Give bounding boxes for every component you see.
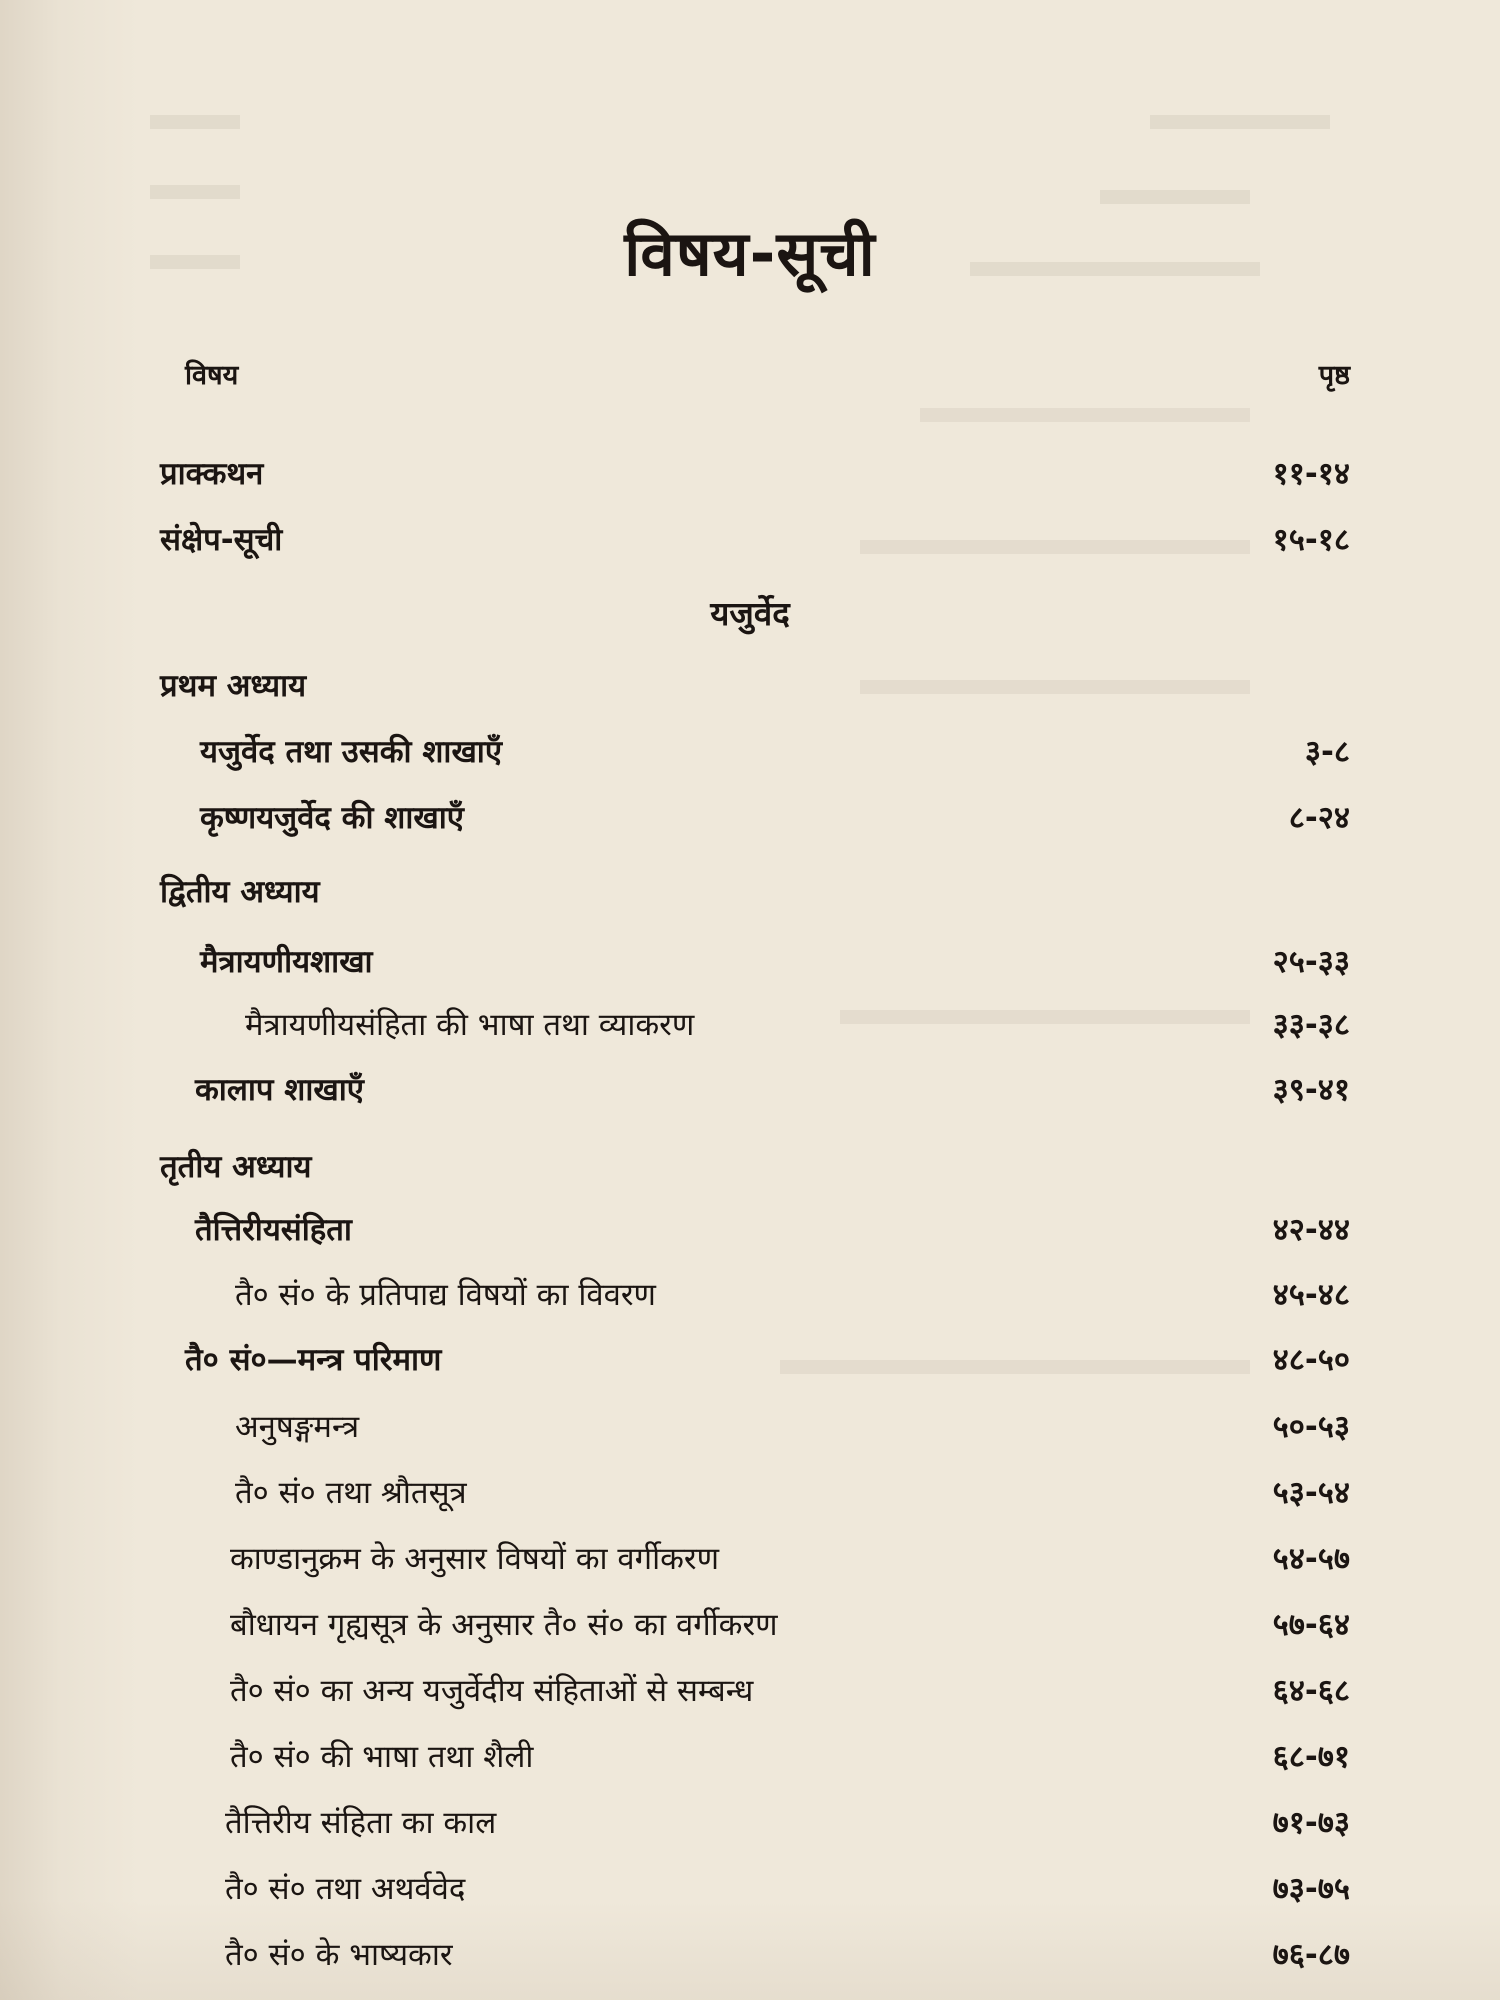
toc-entry bbox=[0, 1003, 1500, 1053]
entry-pages: ३९-४१ bbox=[1272, 1072, 1350, 1108]
chapter-title: द्वितीय अध्याय bbox=[160, 874, 320, 910]
column-header-subject: विषय bbox=[185, 360, 239, 391]
toc-entry bbox=[0, 1537, 1500, 1587]
toc-entry bbox=[0, 1405, 1500, 1455]
entry-pages: ७३-७५ bbox=[1272, 1871, 1350, 1907]
entry-label: यजुर्वेद तथा उसकी शाखाएँ bbox=[200, 734, 502, 770]
entry-pages: ५३-५४ bbox=[1272, 1475, 1350, 1511]
entry-label: तै० सं० तथा अथर्ववेद bbox=[225, 1871, 466, 1907]
entry-label: कृष्णयजुर्वेद की शाखाएँ bbox=[200, 800, 464, 836]
column-header-page: पृष्ठ bbox=[1318, 360, 1350, 391]
entry-label: मैत्रायणीयशाखा bbox=[200, 944, 373, 980]
entry-label: बौधायन गृह्यसूत्र के अनुसार तै० सं० का वर्गीकरण bbox=[230, 1607, 778, 1643]
entry-label: प्राक्कथन bbox=[160, 456, 264, 492]
toc-entry bbox=[0, 518, 1500, 568]
entry-label: कालाप शाखाएँ bbox=[195, 1072, 364, 1108]
chapter-heading bbox=[0, 1145, 1500, 1195]
entry-pages: ४५-४८ bbox=[1272, 1277, 1350, 1313]
chapter-heading bbox=[0, 664, 1500, 714]
entry-pages: ११-१४ bbox=[1272, 456, 1350, 492]
entry-label: अनुषङ्गमन्त्र bbox=[235, 1409, 360, 1445]
entry-pages: ५७-६४ bbox=[1272, 1607, 1350, 1643]
section-heading: यजुर्वेद bbox=[710, 594, 790, 633]
toc-entry bbox=[0, 940, 1500, 990]
entry-pages: ६४-६८ bbox=[1272, 1673, 1350, 1709]
toc-entry bbox=[0, 1068, 1500, 1118]
toc-entry bbox=[0, 796, 1500, 846]
entry-pages: ५४-५७ bbox=[1272, 1541, 1350, 1577]
entry-pages: ४२-४४ bbox=[1272, 1212, 1350, 1248]
entry-pages: ७६-८७ bbox=[1272, 1937, 1350, 1973]
toc-entry bbox=[0, 1669, 1500, 1719]
chapter-title: प्रथम अध्याय bbox=[160, 668, 307, 704]
toc-entry bbox=[0, 1208, 1500, 1258]
entry-pages: ८-२४ bbox=[1288, 800, 1350, 836]
entry-pages: ४८-५० bbox=[1272, 1342, 1350, 1378]
page-title: विषय-सूची bbox=[624, 217, 876, 290]
toc-entry bbox=[0, 452, 1500, 502]
entry-label: तैत्तिरीयसंहिता bbox=[195, 1212, 352, 1248]
entry-label: तै० सं० का अन्य यजुर्वेदीय संहिताओं से सम्बन्ध bbox=[230, 1673, 754, 1709]
toc-entry bbox=[0, 1603, 1500, 1653]
entry-label: तै० सं०—मन्त्र परिमाण bbox=[185, 1342, 442, 1378]
entry-pages: ६८-७१ bbox=[1272, 1739, 1350, 1775]
entry-label: तै० सं० के प्रतिपाद्य विषयों का विवरण bbox=[235, 1277, 656, 1313]
entry-pages: ३३-३८ bbox=[1272, 1007, 1350, 1043]
entry-pages: ५०-५३ bbox=[1272, 1409, 1350, 1445]
entry-label: तै० सं० के भाष्यकार bbox=[225, 1937, 453, 1973]
toc-entry bbox=[0, 1338, 1500, 1388]
entry-label: संक्षेप-सूची bbox=[160, 522, 283, 558]
entry-pages: १५-१८ bbox=[1272, 522, 1350, 558]
entry-label: मैत्रायणीयसंहिता की भाषा तथा व्याकरण bbox=[245, 1007, 695, 1043]
toc-entry bbox=[0, 1867, 1500, 1917]
toc-entry bbox=[0, 1471, 1500, 1521]
toc-entry bbox=[0, 1933, 1500, 1983]
entry-pages: २५-३३ bbox=[1272, 944, 1350, 980]
toc-entry bbox=[0, 1273, 1500, 1323]
entry-label: काण्डानुक्रम के अनुसार विषयों का वर्गीकरण bbox=[230, 1541, 720, 1577]
toc-entry bbox=[0, 1801, 1500, 1851]
toc-entry bbox=[0, 1735, 1500, 1785]
entry-pages: ३-८ bbox=[1304, 734, 1350, 770]
entry-label: तै० सं० की भाषा तथा शैली bbox=[230, 1739, 534, 1775]
entry-label: तैत्तिरीय संहिता का काल bbox=[225, 1805, 497, 1841]
entry-pages: ७१-७३ bbox=[1272, 1805, 1350, 1841]
entry-label: तै० सं० तथा श्रौतसूत्र bbox=[235, 1475, 467, 1511]
chapter-title: तृतीय अध्याय bbox=[160, 1149, 312, 1185]
chapter-heading bbox=[0, 870, 1500, 920]
toc-entry bbox=[0, 730, 1500, 780]
